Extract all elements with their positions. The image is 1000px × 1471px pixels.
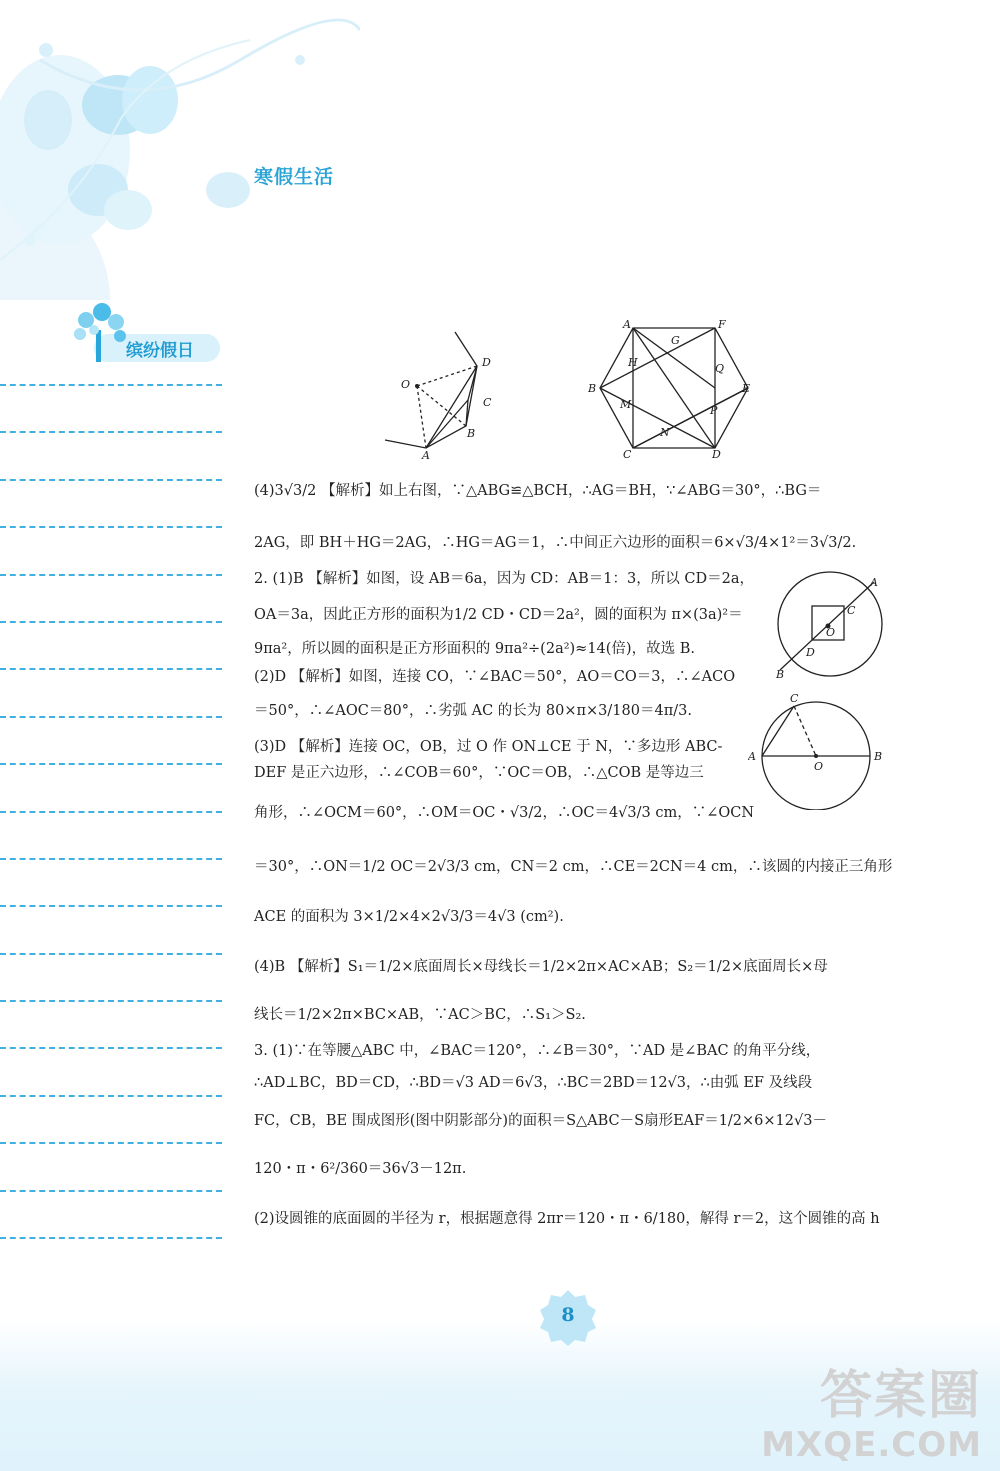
page-number-badge bbox=[538, 1288, 598, 1348]
hex-label: P bbox=[710, 404, 718, 417]
floral-decoration bbox=[0, 0, 360, 300]
watermark bbox=[761, 1365, 982, 1465]
fig1-label: B bbox=[467, 427, 476, 440]
header-title: 寒假生活 bbox=[254, 166, 335, 188]
note-line bbox=[0, 384, 222, 387]
note-line bbox=[0, 431, 222, 434]
fig3-label: A bbox=[870, 576, 878, 589]
text-line: ∴AD⊥BC，BD＝CD，∴BD＝√3 AD＝6√3，∴BC＝2BD＝12√3，∴由弧 EF 及线段 bbox=[254, 1075, 813, 1091]
note-line bbox=[0, 905, 222, 908]
text-line: 角形，∴∠OCM＝60°，∴OM＝OC・√3/2，∴OC＝4√3/3 cm，∵∠OCN bbox=[254, 805, 755, 821]
text-line: (3)D 【解析】连接 OC，OB，过 O 作 ON⊥CE 于 N，∵多边形 ABC- bbox=[254, 739, 723, 755]
badge-label: 缤纷假日 bbox=[126, 341, 194, 361]
fig3-label: C bbox=[847, 604, 856, 617]
hex-label: E bbox=[742, 382, 751, 395]
note-line bbox=[0, 1142, 222, 1145]
hex-label: N bbox=[660, 426, 670, 439]
note-line bbox=[0, 953, 222, 956]
note-line bbox=[0, 1047, 222, 1050]
text-line: ＝50°，∴∠AOC＝80°，∴劣弧 AC 的长为 80×π×3/180＝4π/3. bbox=[254, 703, 692, 719]
note-line bbox=[0, 811, 222, 814]
figure-hexagon bbox=[588, 316, 758, 464]
watermark-en: MXQE.COM bbox=[761, 1425, 982, 1465]
fig1-label: A bbox=[422, 449, 430, 462]
note-line bbox=[0, 1000, 222, 1003]
fig3-label: B bbox=[776, 668, 785, 681]
hex-label: C bbox=[623, 448, 632, 461]
note-line bbox=[0, 1237, 222, 1240]
note-line bbox=[0, 479, 222, 482]
section-badge bbox=[66, 300, 226, 366]
hex-label: A bbox=[623, 318, 631, 331]
hex-label: D bbox=[712, 448, 721, 461]
hex-label: H bbox=[628, 356, 638, 369]
fig4-label: C bbox=[790, 692, 799, 705]
text-line: (4)B 【解析】S₁＝1/2×底面周长×母线长＝1/2×2π×AC×AB；S₂＝1/2×底面周长×母 bbox=[254, 959, 828, 975]
fig1-label: D bbox=[482, 356, 491, 369]
text-line: ＝30°，∴ON＝1/2 OC＝2√3/3 cm，CN＝2 cm，∴CE＝2CN＝4 cm，∴该圆的内接正三角形 bbox=[254, 859, 893, 875]
figure-circle-square bbox=[770, 566, 888, 684]
text-line: FC，CB，BE 围成图形(图中阴影部分)的面积＝S△ABC－S扇形EAF＝1/2×6×12√3－ bbox=[254, 1113, 827, 1129]
fig1-label: C bbox=[483, 396, 492, 409]
note-line bbox=[0, 621, 222, 624]
note-line bbox=[0, 526, 222, 529]
text-line: OA＝3a，因此正方形的面积为1/2 CD・CD＝2a²，圆的面积为 π×(3a)²＝ bbox=[254, 607, 743, 623]
watermark-cn: 答案圈 bbox=[819, 1365, 982, 1426]
text-line: (4)3√3/2 【解析】如上右图，∵△ABG≌△BCH，∴AG＝BH，∵∠ABG＝30°，∴BG＝ bbox=[254, 483, 822, 499]
text-line: (2)D 【解析】如图，连接 CO，∵∠BAC＝50°，AO＝CO＝3，∴∠ACO bbox=[254, 669, 736, 685]
page-number: 8 bbox=[561, 1304, 575, 1326]
text-line: DEF 是正六边形，∴∠COB＝60°，∵OC＝OB，∴△COB 是等边三 bbox=[254, 765, 704, 781]
note-line bbox=[0, 763, 222, 766]
text-line: ACE 的面积为 3×1/2×4×2√3/3＝4√3 (cm²). bbox=[254, 909, 564, 925]
tree-icon bbox=[66, 300, 132, 366]
hex-label: F bbox=[718, 318, 726, 331]
note-line bbox=[0, 858, 222, 861]
fig3-label: O bbox=[826, 626, 836, 639]
text-line: 9πa²，所以圆的面积是正方形面积的 9πa²÷(2a²)≈14(倍)，故选 B. bbox=[254, 641, 695, 657]
text-line: 3. (1)∵在等腰△ABC 中，∠BAC＝120°，∴∠B＝30°，∵AD 是∠BAC 的角平分线， bbox=[254, 1043, 821, 1059]
note-line bbox=[0, 716, 222, 719]
figure-folding bbox=[380, 326, 510, 462]
note-line bbox=[0, 668, 222, 671]
fig1-label: O bbox=[401, 378, 411, 391]
fig4-label: O bbox=[814, 760, 824, 773]
fig3-label: D bbox=[806, 646, 815, 659]
text-line: (2)设圆锥的底面圆的半径为 r，根据题意得 2πr＝120・π・6/180，解得 r＝2，这个圆锥的高 h bbox=[254, 1211, 880, 1227]
note-line bbox=[0, 1190, 222, 1193]
text-line: 120・π・6²/360＝36√3－12π. bbox=[254, 1161, 467, 1177]
note-line bbox=[0, 574, 222, 577]
text-line: 2. (1)B 【解析】如图，设 AB＝6a，因为 CD：AB＝1：3，所以 CD＝2a， bbox=[254, 571, 754, 587]
figure-circle-triangle bbox=[748, 688, 888, 810]
text-line: 2AG，即 BH＋HG＝2AG，∴HG＝AG＝1，∴中间正六边形的面积＝6×√3/4×1²＝3√3/2. bbox=[254, 535, 857, 551]
hex-label: B bbox=[588, 382, 597, 395]
hex-label: G bbox=[671, 334, 680, 347]
fig4-label: A bbox=[748, 750, 756, 763]
hex-label: M bbox=[620, 398, 632, 411]
fig4-label: B bbox=[874, 750, 883, 763]
note-lines bbox=[0, 384, 230, 1284]
hex-label: Q bbox=[715, 362, 725, 375]
note-line bbox=[0, 1095, 222, 1098]
text-line: 线长＝1/2×2π×BC×AB，∵AC＞BC，∴S₁＞S₂. bbox=[254, 1007, 586, 1023]
